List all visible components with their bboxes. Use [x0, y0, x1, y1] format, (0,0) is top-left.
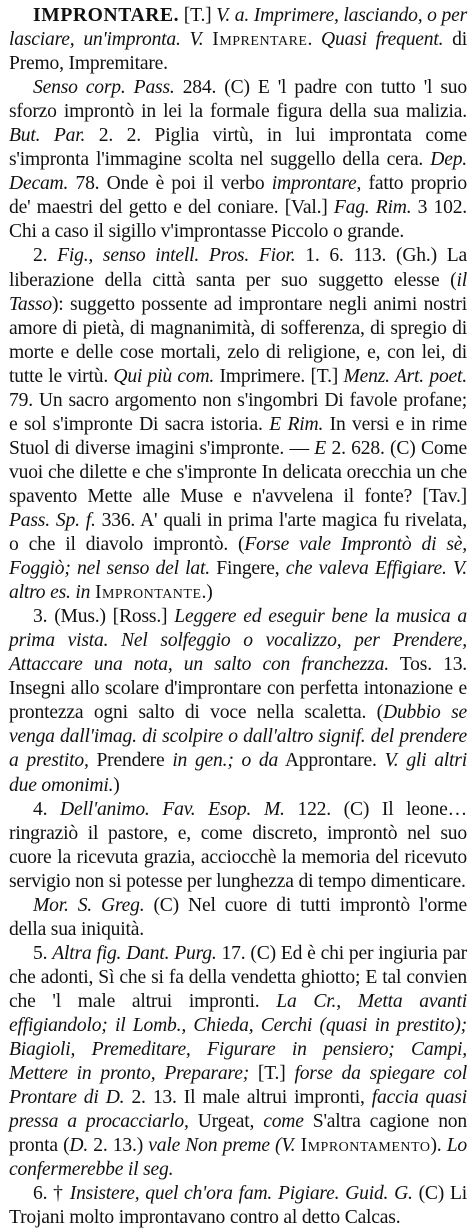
text-run: 4.: [33, 798, 61, 820]
italic-run: che valeva Effigiare. V. altro es. in: [9, 558, 467, 604]
italic-run: V. a. Imprimere, lasciando, o per lasciare, un'impronta. V.: [9, 5, 467, 51]
italic-run: faccia quasi pressa a procacciarlo,: [9, 1087, 467, 1133]
italic-run: Insistere, quel ch'ora fam. Pigiare. Guid. G.: [69, 1183, 413, 1205]
italic-run: Fag. Rim.: [333, 197, 412, 219]
italic-run: E Rim.: [269, 413, 324, 435]
text-run: 336. A' quali in prima l'arte magica fu rivelata, o che il diavolo improntò. (: [9, 509, 467, 556]
italic-run: forse da spiegare col Prontare di D.: [9, 1063, 467, 1109]
italic-run: E: [314, 437, 327, 459]
sense-6-insist-paragraph: [9, 1182, 467, 1230]
text-run: 2. 2. Piglia virtù, in lui improntata come s'impronta l'immagine scolta nel suggello della cera.: [9, 125, 468, 171]
cross-reference: Improntante: [94, 582, 202, 604]
sense-4-mind-paragraph: [9, 798, 467, 894]
italic-run: il Tasso: [9, 269, 467, 315]
headword: IMPRONTARE.: [33, 5, 180, 26]
cross-reference: Imprentare: [212, 29, 308, 51]
italic-run: Forse vale Improntò di sè, Foggiò; nel senso del lat.: [9, 534, 468, 580]
text-run: [T.]: [179, 5, 217, 26]
text-run: Prendere: [88, 750, 173, 772]
italic-run: come: [263, 1111, 304, 1133]
text-run: (C) Nel cuore di tutti improntò l'orme della sua iniquità.: [9, 894, 467, 940]
sense-physical-paragraph: [9, 76, 467, 244]
italic-run: Dubbio se venga dall'imag. di scolpire o dall'altro signif. del prendere a prestito,: [9, 702, 467, 772]
text-run: 79. Un sacro argomento non s'ingombri Di favole profane; e sol s'impronte Di sacra istoria.: [9, 389, 467, 435]
text-run: 2. 628. (C) Come vuoi che dilette e che s'impronte In delicata orecchia un che spavento Mette alle Muse e n'avvelena il fonte? [Tav.]: [9, 437, 467, 507]
italic-run: Lo confermerebbe il seg.: [9, 1135, 467, 1181]
text-run: In versi e in rime Stuol di diverse imagini s'impronte. —: [9, 413, 467, 459]
text-run: 3 102. Chi a caso il sigillo v'improntasse Piccolo o grande.: [9, 197, 468, 243]
text-run: 122. (C) Il leone… ringraziò il pastore, e, come discreto, improntò nel suo cuore la ricevuta grazia, acciocchè la memoria del ricevuto servigio non si potesse per lunghezza di tempo dimenticare.: [9, 798, 467, 892]
italic-run: V. gli altri due omonimi.: [9, 750, 467, 796]
text-run: 284. (C) E 'l padre con tutto 'l suo sforzo improntò in lei la formale figura della sua malizia.: [9, 77, 467, 123]
text-run: 2. 13.): [88, 1135, 149, 1157]
italic-run: La Cr., Metta avanti effigiandolo; il Lomb., Chieda, Cerchi (quasi in prestito); Biagioli, Premeditare, Figurare in pensiero; Campi, Mettere in pronto, Preparare;: [9, 990, 468, 1085]
text-run: S'altra cagione non pronta (: [9, 1111, 467, 1157]
italic-run: Leggere ed eseguir bene la musica a prima vista. Nel solfeggio o vocalizzo, per Prendere, Attaccare una nota, un salto con franchezza.: [9, 606, 468, 676]
italic-run: D.: [69, 1135, 89, 1157]
italic-run: in gen.; o da: [172, 750, 279, 772]
text-run: 17. (C) Ed è chi per ingiuria par che adonti, Sì che si fa della vendetta ghiotto; E tal convien che 'l male altrui impronti.: [9, 942, 467, 1012]
sense-3-music-paragraph: [9, 605, 467, 797]
italic-run: vale Non preme (V.: [148, 1135, 296, 1157]
dictionary-entry: [9, 4, 467, 1230]
entry-definition-paragraph: [9, 4, 467, 76]
italic-run: Menz. Art. poet.: [343, 365, 467, 387]
text-run: (C) Li Trojani molto improntavano contro al detto Calcas.: [9, 1183, 467, 1229]
sense-5-figurative-paragraph: [9, 942, 467, 1182]
italic-run: Qui più com.: [113, 365, 215, 387]
text-run: di Premo, Impremitare.: [9, 29, 468, 75]
text-run: Fingere,: [209, 558, 286, 580]
sense-4-example-paragraph: [9, 894, 467, 942]
text-run: Imprimere. [T.]: [214, 365, 344, 387]
italic-run: improntare: [271, 173, 357, 195]
text-run: .: [307, 29, 322, 51]
italic-run: Senso corp. Pass.: [33, 77, 175, 99]
cross-reference: Improntamento: [300, 1135, 431, 1157]
text-run: Urgeat,: [188, 1111, 264, 1133]
text-run: Tos. 13. Insegni allo scolare d'improntare con perfetta intonazione e prontezza ogni salto di voce nella scaletta. (: [9, 654, 467, 724]
italic-run: Mor. S. Greg.: [33, 894, 145, 916]
text-run: 6. †: [33, 1183, 70, 1205]
italic-run: Fig., senso intell. Pros. Fior.: [57, 245, 296, 267]
sense-2-figurative-paragraph: [9, 244, 467, 605]
text-run: .): [201, 582, 213, 604]
italic-run: Altra fig. Dant. Purg.: [52, 942, 217, 964]
text-run: Approntare.: [278, 750, 385, 772]
text-run: 78. Onde è poi il verbo: [68, 173, 272, 195]
italic-run: Dep. Decam.: [9, 149, 467, 195]
text-run: 2.: [33, 245, 58, 267]
text-run: [T.]: [249, 1063, 295, 1085]
text-run: 2. 13. Il male altrui impronti,: [124, 1087, 372, 1109]
text-run: ): [113, 774, 120, 796]
text-run: ): suggetto possente ad improntare negli animi nostri amore di pietà, di magnanimità, di sofferenza, di spregio di morte e delle cose mortali, zelo di religione, e, con lei, di tutte le virtù.: [9, 293, 467, 387]
text-run: , fatto proprio de' maestri del getto e del coniare. [Val.]: [9, 173, 467, 219]
italic-run: But. Par.: [9, 125, 86, 147]
text-run: ).: [430, 1135, 447, 1157]
italic-run: Pass. Sp. f.: [9, 509, 96, 531]
italic-run: Dell'animo. Fav. Esop. M.: [60, 798, 285, 820]
italic-run: Quasi frequent.: [321, 29, 444, 51]
text-run: 1. 6. 113. (Gh.) La liberazione della città santa per suo suggetto elesse (: [9, 245, 467, 291]
text-run: 3. (Mus.) [Ross.]: [33, 606, 175, 628]
text-run: 5.: [33, 942, 53, 964]
